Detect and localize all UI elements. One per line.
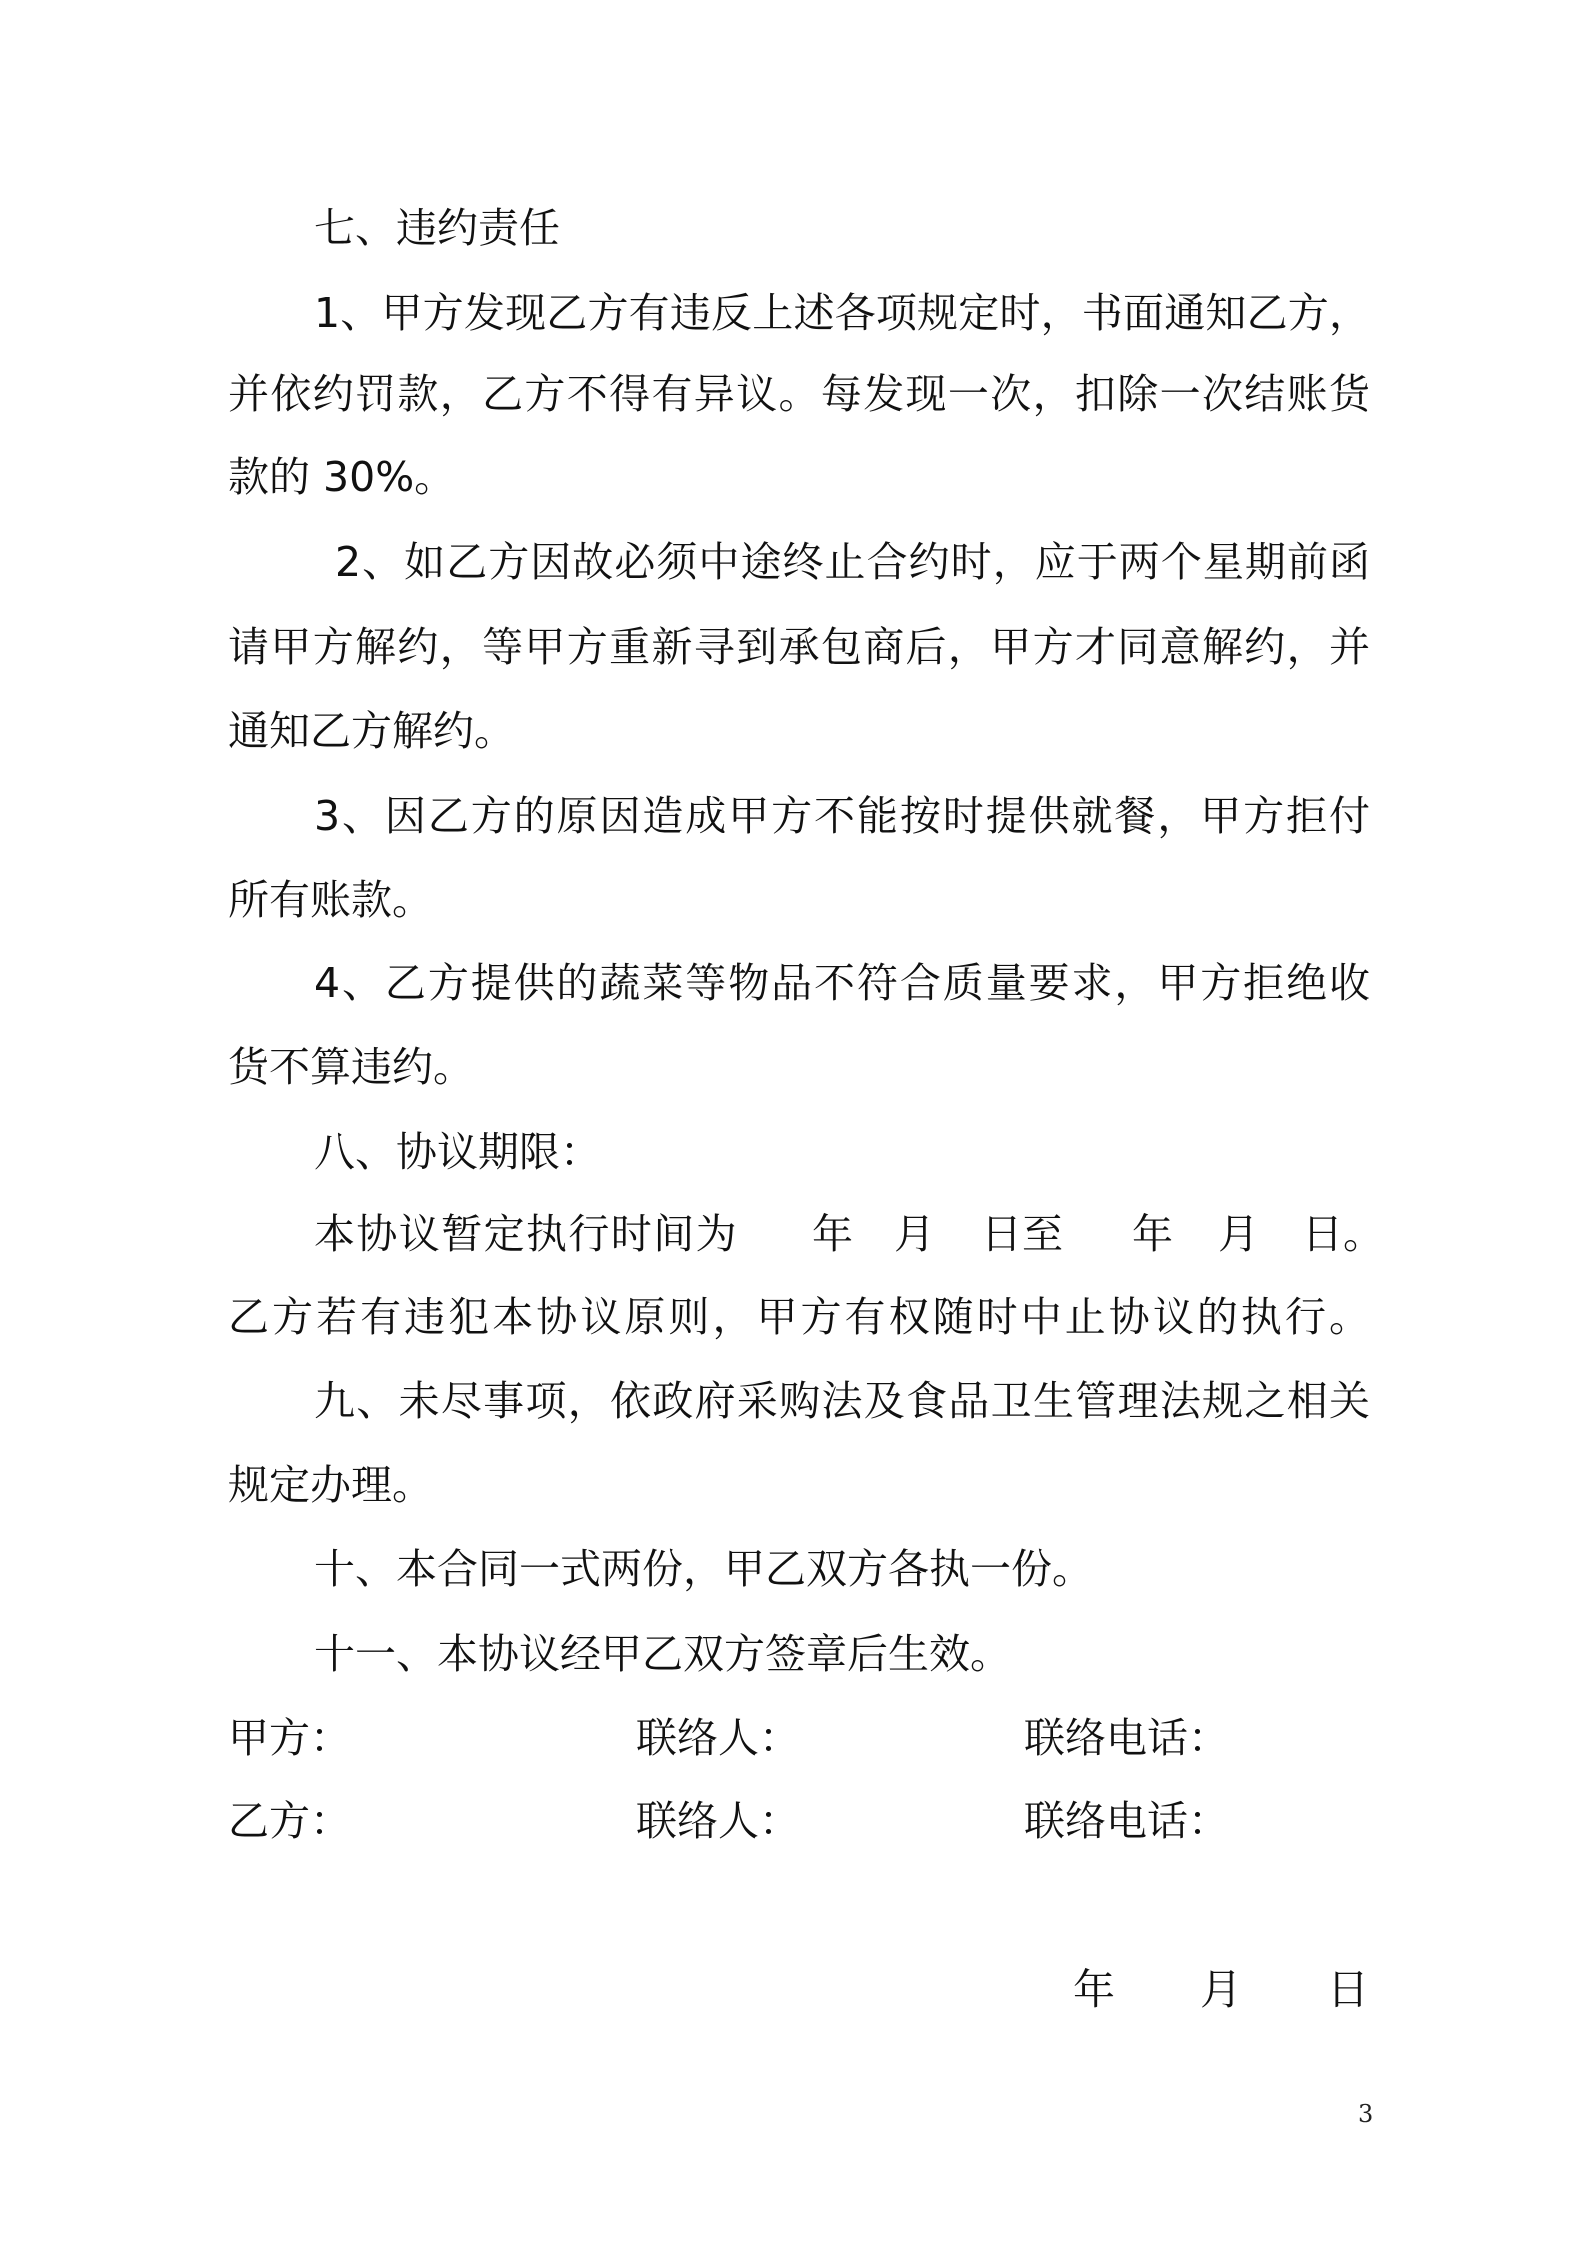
- party-b-label: 乙方：: [228, 1797, 351, 1845]
- party-a-phone-label: 联络电话：: [1024, 1714, 1229, 1762]
- clause-effective: 十一、本协议经甲乙双方签章后生效。: [314, 1630, 1011, 1678]
- party-a-contact-label: 联络人：: [636, 1714, 800, 1762]
- period-prefix: 本协议暂定执行时间为: [314, 1210, 738, 1258]
- clause-line: 款的 30%。: [228, 453, 456, 501]
- clause-line: 货不算违约。: [228, 1043, 474, 1091]
- clause-line: 1、甲方发现乙方有违反上述各项规定时，书面通知乙方，: [314, 289, 1370, 337]
- clause-line: 通知乙方解约。: [228, 707, 515, 755]
- clause-line: 乙方若有违犯本协议原则，甲方有权随时中止协议的执行。: [228, 1293, 1370, 1341]
- start-year-label: 年: [812, 1210, 853, 1258]
- section-heading-term: 八、协议期限：: [314, 1128, 601, 1176]
- end-year-label: 年: [1132, 1210, 1173, 1258]
- page-number: 3: [1358, 2100, 1374, 2128]
- clause-line: 规定办理。: [228, 1461, 433, 1509]
- clause-line: 并依约罚款，乙方不得有异议。每发现一次，扣除一次结账货: [228, 370, 1370, 418]
- signing-month-label: 月: [1200, 1965, 1243, 2014]
- section-heading-breach: 七、违约责任: [314, 204, 560, 252]
- start-day-label: 日至: [981, 1210, 1063, 1258]
- clause-line: 4、乙方提供的蔬菜等物品不符合质量要求，甲方拒绝收: [314, 959, 1370, 1007]
- clause-line: 所有账款。: [228, 876, 433, 924]
- signing-day-label: 日: [1327, 1965, 1370, 2014]
- end-month-label: 月: [1218, 1210, 1259, 1258]
- signing-year-label: 年: [1073, 1965, 1116, 2014]
- clause-line: 3、因乙方的原因造成甲方不能按时提供就餐，甲方拒付: [314, 792, 1370, 840]
- party-b-phone-label: 联络电话：: [1024, 1797, 1229, 1845]
- clause-line: 九、未尽事项，依政府采购法及食品卫生管理法规之相关: [314, 1377, 1370, 1425]
- clause-copies: 十、本合同一式两份，甲乙双方各执一份。: [314, 1545, 1093, 1593]
- clause-line: 2、如乙方因故必须中途终止合约时，应于两个星期前函: [335, 538, 1370, 586]
- period-line: [0, 1204, 1586, 1264]
- party-a-label: 甲方：: [228, 1714, 351, 1762]
- party-b-contact-label: 联络人：: [636, 1797, 800, 1845]
- end-day-label: 日。: [1302, 1210, 1384, 1258]
- start-month-label: 月: [894, 1210, 935, 1258]
- clause-line: 请甲方解约，等甲方重新寻到承包商后，甲方才同意解约，并: [228, 623, 1370, 671]
